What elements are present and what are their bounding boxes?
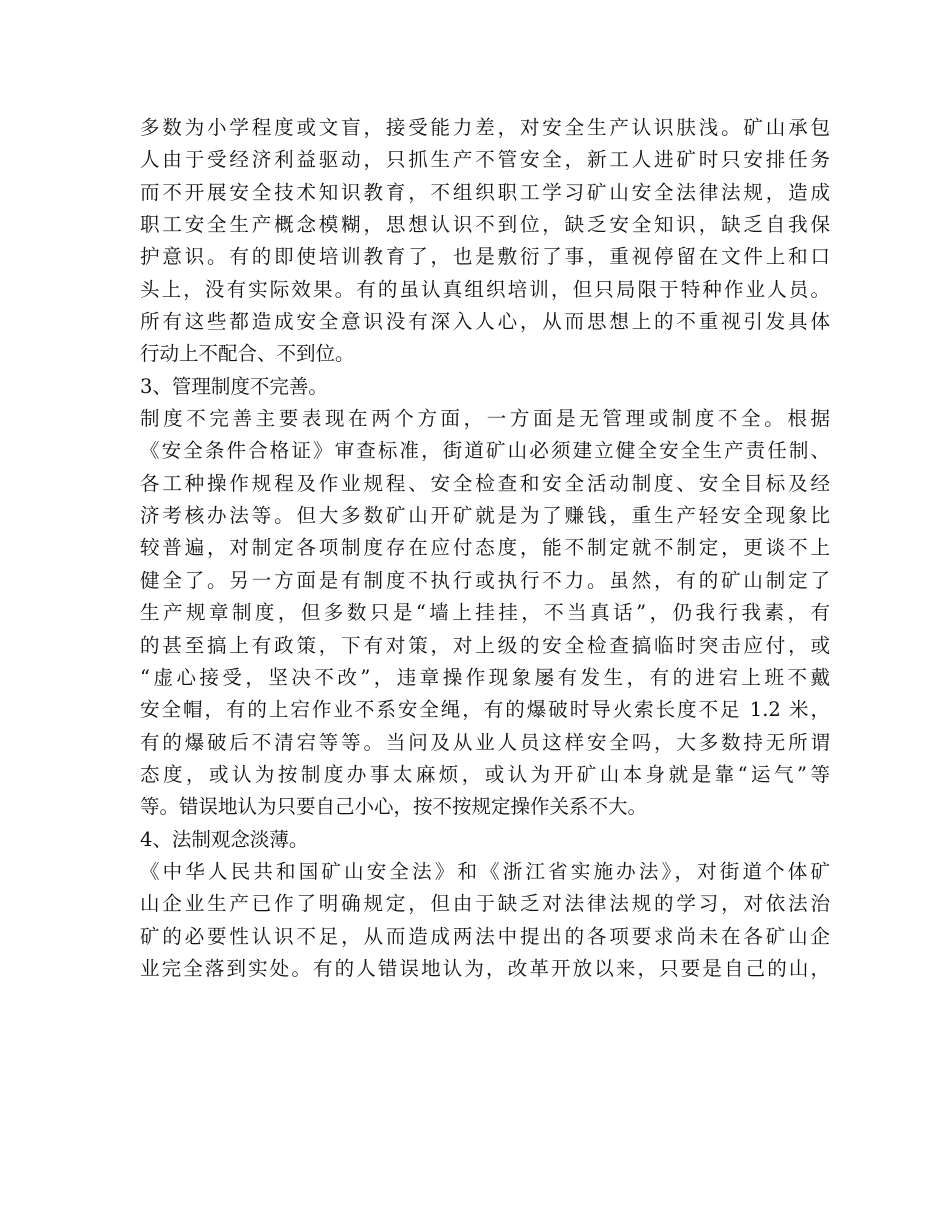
text-line: “虚心接受，坚决不改”，违章操作现象屡有发生，有的进宕上班不戴 — [140, 665, 830, 689]
text-line: 各工种操作规程及作业规程、安全检查和安全活动制度、安全目标及经 — [140, 471, 830, 495]
text-line: 所有这些都造成安全意识没有深入人心，从而思想上的不重视引发具体 — [140, 310, 830, 334]
text-line: 山企业生产已作了明确规定，但由于缺乏对法律法规的学习，对依法治 — [140, 892, 830, 916]
text-line: 头上，没有实际效果。有的虽认真组织培训，但只局限于特种作业人员。 — [140, 277, 830, 301]
text-line: 制度不完善主要表现在两个方面，一方面是无管理或制度不全。根据 — [140, 407, 830, 431]
text-line: 《中华人民共和国矿山安全法》和《浙江省实施办法》，对街道个体矿 — [140, 859, 830, 883]
text-line: 而不开展安全技术知识教育，不组织职工学习矿山安全法律法规，造成 — [140, 180, 830, 204]
text-line: 生产规章制度，但多数只是“墙上挂挂，不当真话”，仍我行我素，有 — [140, 601, 830, 625]
text-line: 职工安全生产概念模糊，思想认识不到位，缺乏安全知识，缺乏自我保 — [140, 213, 830, 237]
text-line: 人由于受经济利益驱动，只抓生产不管安全，新工人进矿时只安排任务 — [140, 148, 830, 172]
text-line: 护意识。有的即使培训教育了，也是敷衍了事，重视停留在文件上和口 — [140, 245, 830, 269]
text-line: 态度，或认为按制度办事太麻烦，或认为开矿山本身就是靠“运气”等 — [140, 762, 830, 786]
text-line: 多数为小学程度或文盲，接受能力差，对安全生产认识肤浅。矿山承包 — [140, 116, 830, 139]
text-line: 济考核办法等。但大多数矿山开矿就是为了赚钱，重生产轻安全现象比 — [140, 504, 830, 528]
text-line: 矿的必要性认识不足，从而造成两法中提出的各项要求尚未在各矿山企 — [140, 924, 830, 948]
text-line: 3、管理制度不完善。 — [140, 374, 328, 398]
text-line: 的甚至搞上有政策，下有对策，对上级的安全检查搞临时突击应付，或 — [140, 633, 830, 657]
text-line: 4、法制观念淡薄。 — [140, 827, 309, 851]
text-line: 《安全条件合格证》审查标准，街道矿山必须建立健全安全生产责任制、 — [140, 439, 830, 463]
text-line: 较普遍，对制定各项制度存在应付态度，能不制定就不制定，更谈不上 — [140, 536, 830, 560]
text-line: 等。错误地认为只要自己小心，按不按规定操作关系不大。 — [140, 795, 648, 819]
text-line: 健全了。另一方面是有制度不执行或执行不力。虽然，有的矿山制定了 — [140, 568, 830, 592]
text-line: 业完全落到实处。有的人错误地认为，改革开放以来，只要是自己的山， — [140, 956, 830, 980]
text-line: 安全帽，有的上宕作业不系安全绳，有的爆破时导火索长度不足 1.2 米， — [140, 698, 830, 722]
text-line: 行动上不配合、不到位。 — [140, 342, 355, 366]
document-body — [140, 112, 830, 985]
text-line: 有的爆破后不清宕等等。当问及从业人员这样安全吗，大多数持无所谓 — [140, 730, 830, 754]
